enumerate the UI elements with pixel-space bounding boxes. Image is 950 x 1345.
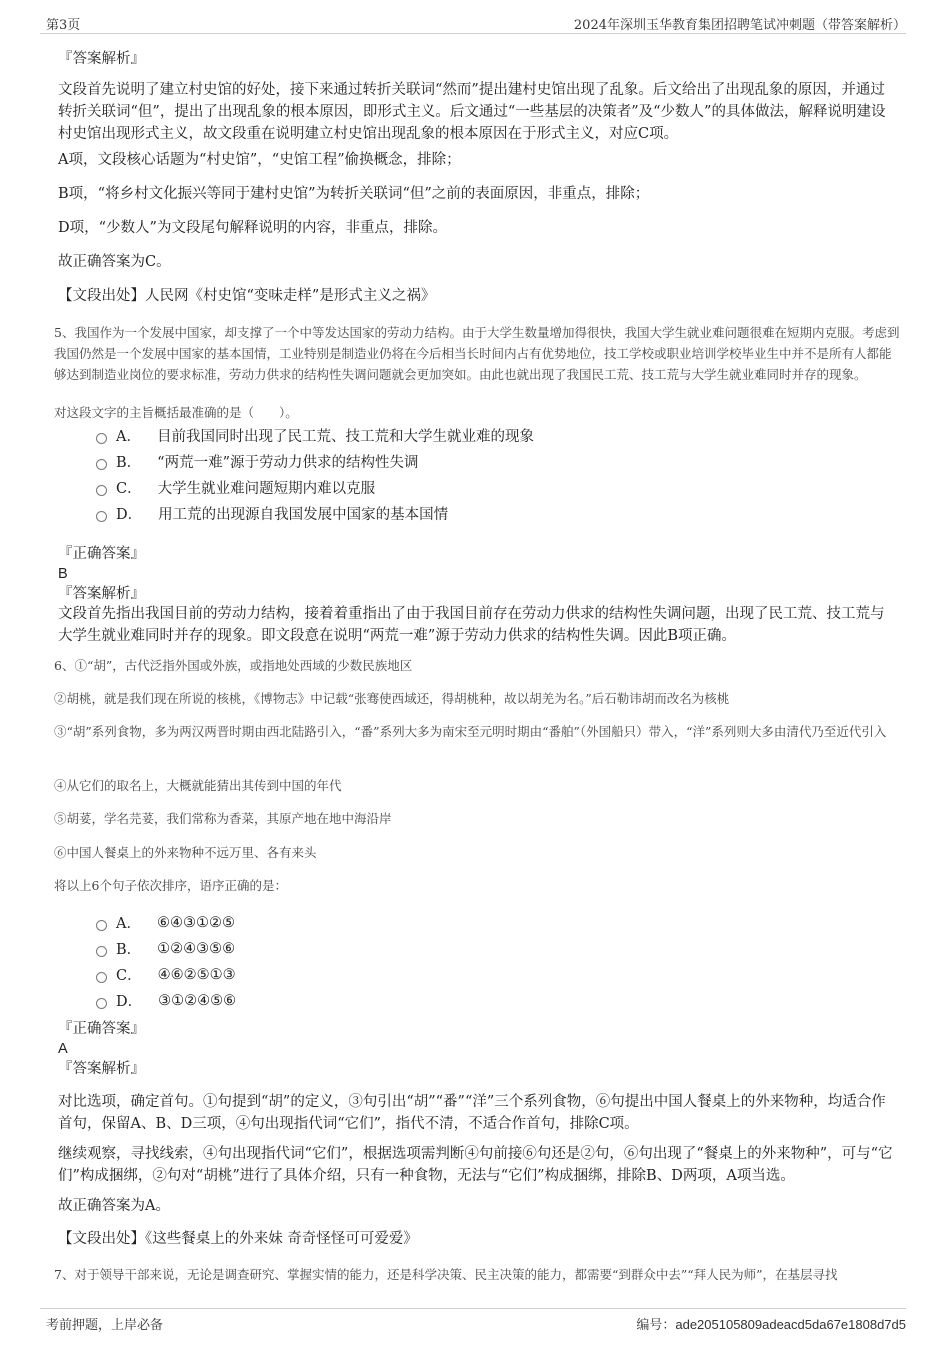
footer-slogan: 考前押题，上岸必备 <box>46 1318 164 1333</box>
radio-button-icon[interactable] <box>96 998 107 1009</box>
q5-analysis-heading: 『答案解析』 <box>58 586 145 602</box>
header-divider <box>40 33 906 34</box>
option-letter: D． <box>116 994 143 1010</box>
q5-option-a[interactable] <box>96 425 534 446</box>
option-letter: D． <box>116 507 143 523</box>
radio-button-icon[interactable] <box>96 511 107 522</box>
q5-question: 对这段文字的主旨概括最准确的是（ ）。 <box>54 405 298 420</box>
option-letter: C． <box>116 968 142 984</box>
q4-analysis-option-b: B项，“将乡村文化振兴等同于建村史馆”为转折关联词“但”之前的表面原因，非重点，排除； <box>58 186 650 202</box>
radio-button-icon[interactable] <box>96 433 107 444</box>
radio-button-icon[interactable] <box>96 459 107 470</box>
q4-analysis-heading: 『答案解析』 <box>58 51 145 67</box>
q5-analysis: 文段首先指出我国目前的劳动力结构，接着着重指出了由于我国目前存在劳动力供求的结构性失调问题，出现了民工荒、技工荒与大学生就业难同时并存的现象。即文段意在说明“两荒一难”源于劳动力供求的结构性失调。因此B项正确。 <box>58 606 885 644</box>
option-text: 大学生就业难问题短期内难以克服 <box>157 481 376 497</box>
option-letter: B． <box>116 455 142 471</box>
q6-sentence-2: ②胡桃，就是我们现在所说的核桃，《博物志》中记载“张骞使西域还，得胡桃种，故以胡羌为名。”后石勒讳胡而改名为核桃 <box>54 691 730 706</box>
q6-conclusion: 故正确答案为A。 <box>58 1198 170 1214</box>
q5-answer-heading: 『正确答案』 <box>58 546 145 562</box>
q5-stem: 5、我国作为一个发展中国家，却支撑了一个中等发达国家的劳动力结构。由于大学生数量增加得很快，我国大学生就业难问题很难在短期内克服。考虑到我国仍然是一个发展中国家的基本国情，工业特别是制造业仍将在今后相当长时间内占有优势地位，技工学校或职业培训学校毕业生中并不是所有人都能够达到制造业岗位的要求标准，劳动力供求的结构性失调问题就会更加突如。由此也就出现了我国民工荒、技工荒与大学生就业难同时并存的现象。 <box>54 325 900 382</box>
footer-code <box>636 1314 906 1333</box>
radio-button-icon[interactable] <box>96 946 107 957</box>
option-text: ④⑥②⑤①③ <box>157 966 236 983</box>
option-text: “两荒一难”源于劳动力供求的结构性失调 <box>157 455 419 471</box>
q5-option-d[interactable] <box>96 503 448 524</box>
q6-sentence-4: ④从它们的取名上，大概就能猜出其传到中国的年代 <box>54 778 342 793</box>
option-text: 目前我国同时出现了民工荒、技工荒和大学生就业难的现象 <box>156 429 534 445</box>
q6-answer: A <box>58 1041 68 1057</box>
option-letter: A． <box>116 429 141 445</box>
q6-analysis-paragraph-2: 继续观察，寻找线索，④句出现指代词“它们”，根据选项需判断④句前接⑥句还是②句，⑥句出现了“餐桌上的外来物种”，可与“它们”构成捆绑，②句对“胡桃”进行了具体介绍，只有一种食物，无法与“它们”构成捆绑，排除B、D两项，A项当选。 <box>58 1146 893 1184</box>
q6-question: 将以上6个句子依次排序，语序正确的是： <box>54 878 287 893</box>
option-letter: A． <box>116 916 141 932</box>
q6-source: 【文段出处】《这些餐桌上的外来妹 奇奇怪怪可可爱爱》 <box>58 1231 418 1247</box>
q4-source: 【文段出处】人民网《村史馆“变味走样”是形式主义之祸》 <box>58 288 436 304</box>
option-text: ⑥④③①②⑤ <box>156 914 235 931</box>
q6-sentence-3: ③“胡”系列食物，多为两汉两晋时期由西北陆路引入，“番”系列大多为南宋至元明时期由“番舶”（外国船只）带入，“洋”系列则大多由清代乃至近代引入 <box>54 724 887 739</box>
q4-analysis-option-d: D项，“少数人”为文段尾句解释说明的内容，非重点，排除。 <box>58 220 447 236</box>
q7-stem: 7、对于领导干部来说，无论是调查研究、掌握实情的能力，还是科学决策、民主决策的能力，都需要“到群众中去”“拜人民为师”，在基层寻找 <box>54 1267 838 1282</box>
option-letter: C． <box>116 481 142 497</box>
footer-divider <box>40 1308 906 1309</box>
q6-option-d[interactable] <box>96 990 236 1011</box>
q4-analysis-option-a: A项，文段核心话题为“村史馆”，“史馆工程”偷换概念，排除； <box>58 152 461 168</box>
option-text: ①②④③⑤⑥ <box>157 940 236 957</box>
q5-answer: B <box>58 566 68 582</box>
q6-option-c[interactable] <box>96 964 236 985</box>
q6-analysis-heading: 『答案解析』 <box>58 1061 145 1077</box>
q6-sentence-6: ⑥中国人餐桌上的外来物种不远万里、各有来头 <box>54 845 317 860</box>
q5-option-b[interactable] <box>96 451 418 472</box>
q6-sentence-1: 6、①“胡”，古代泛指外国或外族，或指地处西域的少数民族地区 <box>54 658 413 673</box>
q6-option-b[interactable] <box>96 938 235 959</box>
document-title: 2024年深圳玉华教育集团招聘笔试冲刺题（带答案解析） <box>573 18 906 33</box>
radio-button-icon[interactable] <box>96 485 107 496</box>
q6-analysis-paragraph-1: 对比选项，确定首句。①句提到“胡”的定义，③句引出“胡”“番”“洋”三个系列食物，⑥句提出中国人餐桌上的外来物种，均适合作首句，保留A、B、D三项，④句出现指代词“它们”，指代不清，不适合作首句，排除C项。 <box>58 1094 886 1132</box>
q6-answer-heading: 『正确答案』 <box>58 1021 145 1037</box>
radio-button-icon[interactable] <box>96 972 107 983</box>
radio-button-icon[interactable] <box>96 920 107 931</box>
footer-code-label: 编号： <box>636 1318 676 1333</box>
footer-code-value: ade205105809adeacd5da67e1808d7d5 <box>675 1317 906 1332</box>
q6-sentence-5: ⑤胡荽，学名芫荽，我们常称为香菜，其原产地在地中海沿岸 <box>54 811 392 826</box>
page-number: 第3页 <box>46 18 81 33</box>
q4-conclusion: 故正确答案为C。 <box>58 254 171 270</box>
option-text: ③①②④⑤⑥ <box>158 992 237 1009</box>
q4-analysis-paragraph: 文段首先说明了建立村史馆的好处，接下来通过转折关联词“然而”提出建村史馆出现了乱象。后文给出了出现乱象的原因，并通过转折关联词“但”，提出了出现乱象的根本原因，即形式主义。后文通过“一些基层的决策者”及“少数人”的具体做法，解释说明建设村史馆出现形式主义，故文段重在说明建立村史馆出现乱象的根本原因在于形式主义，对应C项。 <box>58 82 886 142</box>
option-letter: B． <box>116 942 142 958</box>
q6-option-a[interactable] <box>96 912 235 933</box>
option-text: 用工荒的出现源自我国发展中国家的基本国情 <box>158 507 449 523</box>
q5-option-c[interactable] <box>96 477 375 498</box>
